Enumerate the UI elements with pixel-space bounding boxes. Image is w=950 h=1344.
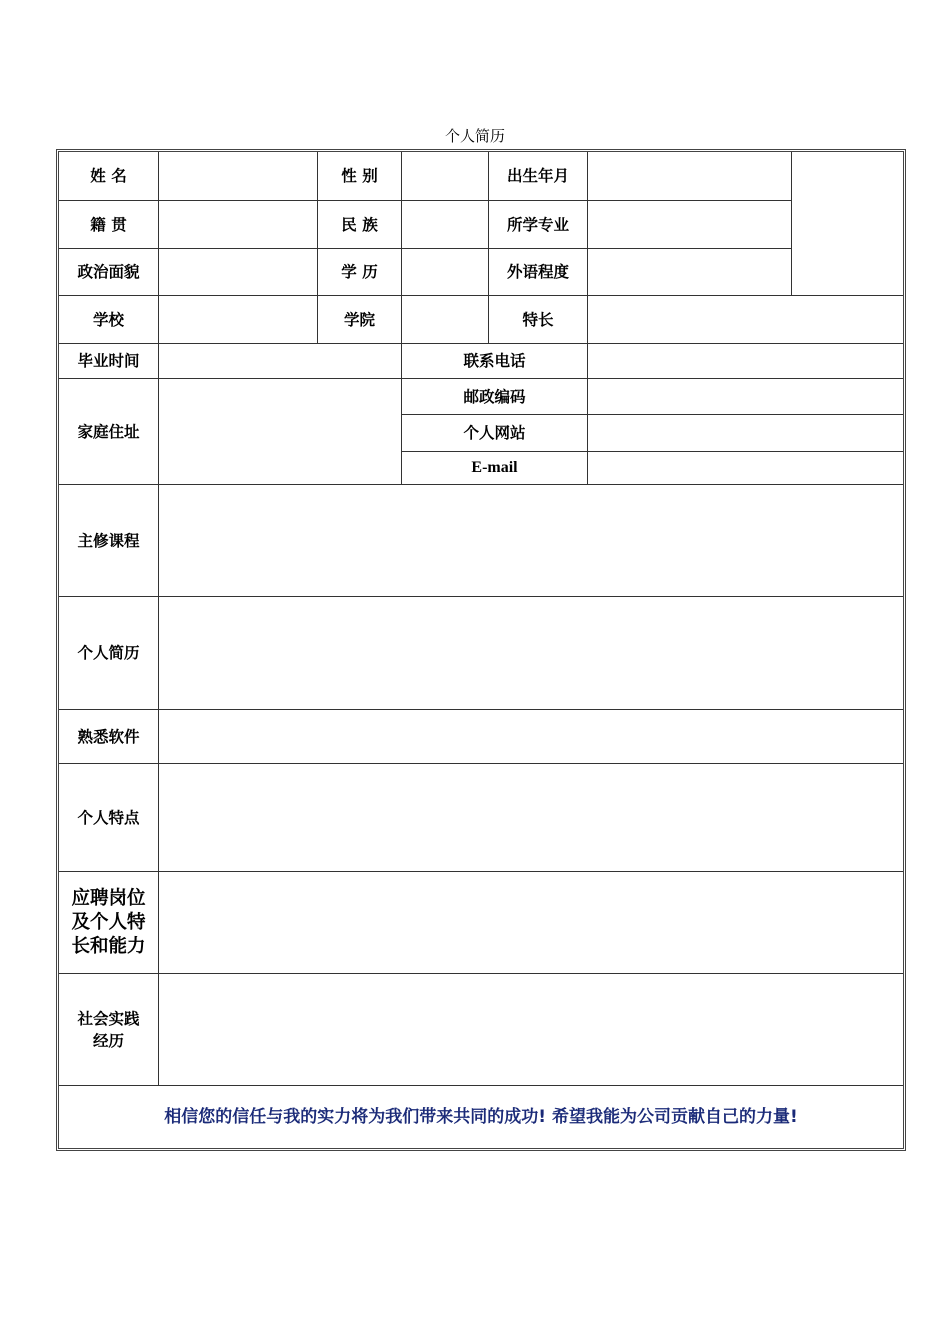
label-education: 学 历 bbox=[318, 249, 402, 296]
label-position-ability: 应聘岗位及个人特长和能力 bbox=[59, 872, 159, 974]
label-traits: 个人特点 bbox=[59, 764, 159, 872]
label-phone: 联系电话 bbox=[402, 344, 588, 379]
graduation-time-field[interactable] bbox=[159, 344, 402, 379]
foreign-language-field[interactable] bbox=[588, 249, 792, 296]
label-main-courses: 主修课程 bbox=[59, 485, 159, 597]
native-place-field[interactable] bbox=[159, 201, 318, 249]
document-title: 个人简历 bbox=[444, 127, 505, 145]
label-postcode: 邮政编码 bbox=[402, 379, 588, 415]
photo-box[interactable] bbox=[792, 152, 903, 296]
major-field[interactable] bbox=[588, 201, 792, 249]
label-native-place: 籍 贯 bbox=[59, 201, 159, 249]
postcode-field[interactable] bbox=[588, 379, 903, 415]
label-ethnicity: 民 族 bbox=[318, 201, 402, 249]
label-birth: 出生年月 bbox=[489, 152, 588, 201]
name-field[interactable] bbox=[159, 152, 318, 201]
political-status-field[interactable] bbox=[159, 249, 318, 296]
main-courses-field[interactable] bbox=[159, 485, 903, 597]
label-website: 个人网站 bbox=[402, 415, 588, 452]
education-field[interactable] bbox=[402, 249, 489, 296]
phone-field[interactable] bbox=[588, 344, 903, 379]
college-field[interactable] bbox=[402, 296, 489, 344]
software-field[interactable] bbox=[159, 710, 903, 764]
label-email: E-mail bbox=[402, 452, 588, 485]
gender-field[interactable] bbox=[402, 152, 489, 201]
label-foreign-language: 外语程度 bbox=[489, 249, 588, 296]
position-ability-field[interactable] bbox=[159, 872, 903, 974]
traits-field[interactable] bbox=[159, 764, 903, 872]
footer-slogan: 相信您的信任与我的实力将为我们带来共同的成功! 希望我能为公司贡献自己的力量! bbox=[164, 1107, 798, 1127]
specialty-field[interactable] bbox=[588, 296, 903, 344]
label-name: 姓 名 bbox=[59, 152, 159, 201]
label-political-status: 政治面貌 bbox=[59, 249, 159, 296]
label-college: 学院 bbox=[318, 296, 402, 344]
resume-field[interactable] bbox=[159, 597, 903, 710]
label-school: 学校 bbox=[59, 296, 159, 344]
website-field[interactable] bbox=[588, 415, 903, 452]
birth-field[interactable] bbox=[588, 152, 792, 201]
social-practice-field[interactable] bbox=[159, 974, 903, 1086]
resume-form bbox=[56, 149, 906, 1151]
label-home-address: 家庭住址 bbox=[59, 379, 159, 485]
label-gender: 性 别 bbox=[318, 152, 402, 201]
label-graduation-time: 毕业时间 bbox=[59, 344, 159, 379]
label-software: 熟悉软件 bbox=[59, 710, 159, 764]
label-social-practice: 社会实践经历 bbox=[59, 974, 159, 1086]
home-address-field[interactable] bbox=[159, 379, 402, 485]
ethnicity-field[interactable] bbox=[402, 201, 489, 249]
label-specialty: 特长 bbox=[489, 296, 588, 344]
label-major: 所学专业 bbox=[489, 201, 588, 249]
label-resume: 个人简历 bbox=[59, 597, 159, 710]
school-field[interactable] bbox=[159, 296, 318, 344]
email-field[interactable] bbox=[588, 452, 903, 485]
